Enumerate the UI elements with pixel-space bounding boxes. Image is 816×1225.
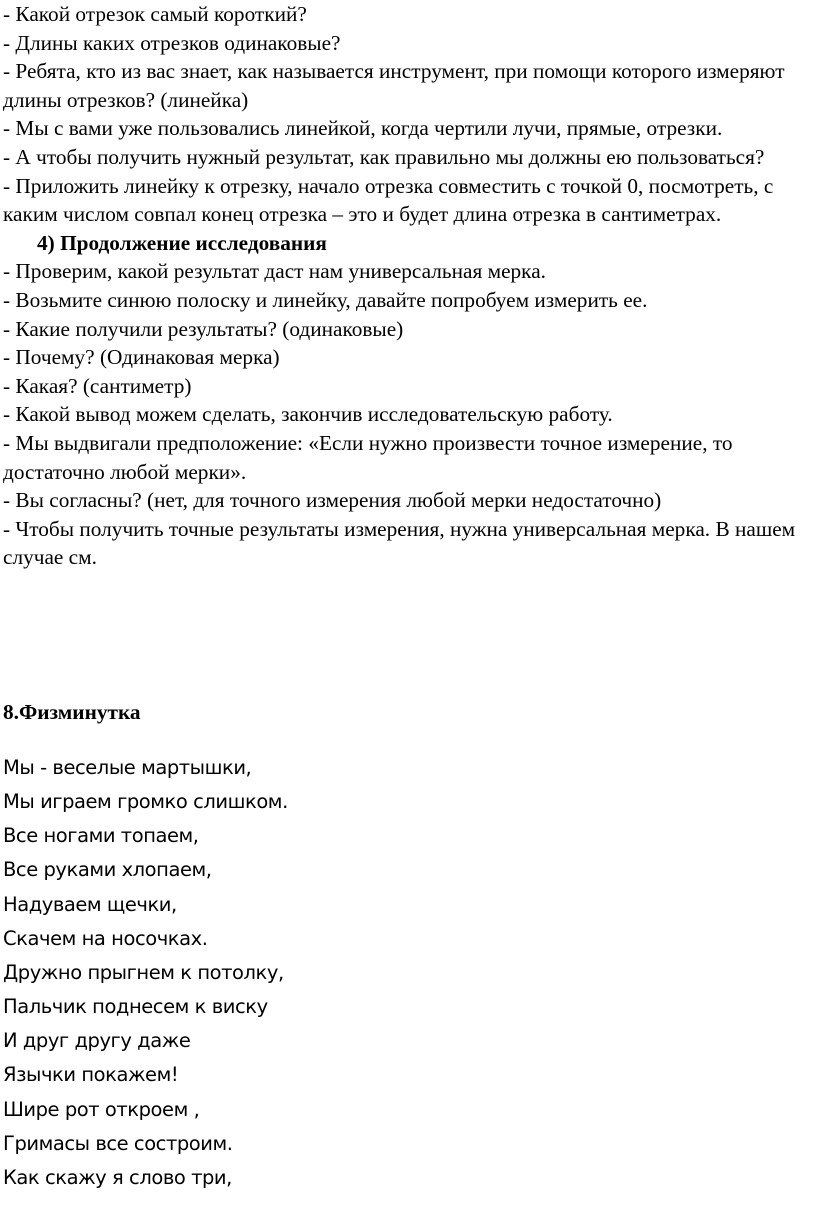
- dialogue-line: - А чтобы получить нужный результат, как правильно мы должны ею пользоваться?: [3, 144, 765, 169]
- lesson-dialogue: [3, 0, 811, 572]
- poem-line: Надуваем щечки,: [3, 892, 177, 916]
- poem-line: Как скажу я слово три,: [3, 1165, 232, 1189]
- dialogue-line: - Вы согласны? (нет, для точного измерения любой мерки недостаточно): [3, 488, 662, 513]
- poem-line: Мы - веселые мартышки,: [3, 756, 252, 779]
- poem-line: Гримасы все состроим.: [3, 1131, 233, 1155]
- section-4-heading: 4) Продолжение исследования: [37, 230, 327, 255]
- dialogue-line: - Какая? (сантиметр): [3, 373, 192, 398]
- poem-line: Язычки покажем!: [3, 1063, 179, 1087]
- dialogue-line: - Какой вывод можем сделать, закончив исследовательскую работу.: [3, 402, 613, 427]
- poem-line: Мы играем громко слишком.: [3, 790, 288, 814]
- dialogue-line: - Длины каких отрезков одинаковые?: [3, 30, 341, 55]
- dialogue-line: - Почему? (Одинаковая мерка): [3, 345, 280, 370]
- dialogue-line: - Чтобы получить точные результаты измерения, нужна универсальная мерка. В нашем случае см.: [3, 516, 796, 570]
- dialogue-line: - Мы с вами уже пользовались линейкой, когда чертили лучи, прямые, отрезки.: [3, 116, 723, 141]
- dialogue-line: - Какой отрезок самый короткий?: [3, 2, 307, 26]
- dialogue-line: - Ребята, кто из вас знает, как называется инструмент, при помощи которого измеряют длины отрезков? (линейка): [3, 59, 785, 112]
- dialogue-line: - Проверим, какой результат даст нам универсальная мерка.: [3, 259, 546, 284]
- exercise-poem: [3, 751, 288, 1195]
- poem-line: Пальчик поднесем к виску: [3, 995, 268, 1019]
- poem-line: Все руками хлопаем,: [3, 858, 212, 882]
- poem-line: Дружно прыгнем к потолку,: [3, 960, 284, 984]
- dialogue-line: - Приложить линейку к отрезку, начало отрезка совместить с точкой 0, посмотреть, с каким числом совпал конец отрезка – это и будет длина отрезка в сантиметрах.: [3, 173, 774, 227]
- dialogue-line: - Возьмите синюю полоску и линейку, давайте попробуем измерить ее.: [3, 287, 648, 312]
- poem-line: Шире рот откроем ,: [3, 1097, 200, 1121]
- poem-line: И друг другу даже: [3, 1029, 191, 1053]
- poem-line: Все ногами топаем,: [3, 824, 199, 848]
- section-8-title: 8.Физминутка: [3, 700, 141, 724]
- poem-line: Скачем на носочках.: [3, 926, 208, 950]
- dialogue-line: - Какие получили результаты? (одинаковые): [3, 316, 404, 341]
- dialogue-line: - Мы выдвигали предположение: «Если нужно произвести точное измерение, то достаточно любой мерки».: [3, 430, 733, 484]
